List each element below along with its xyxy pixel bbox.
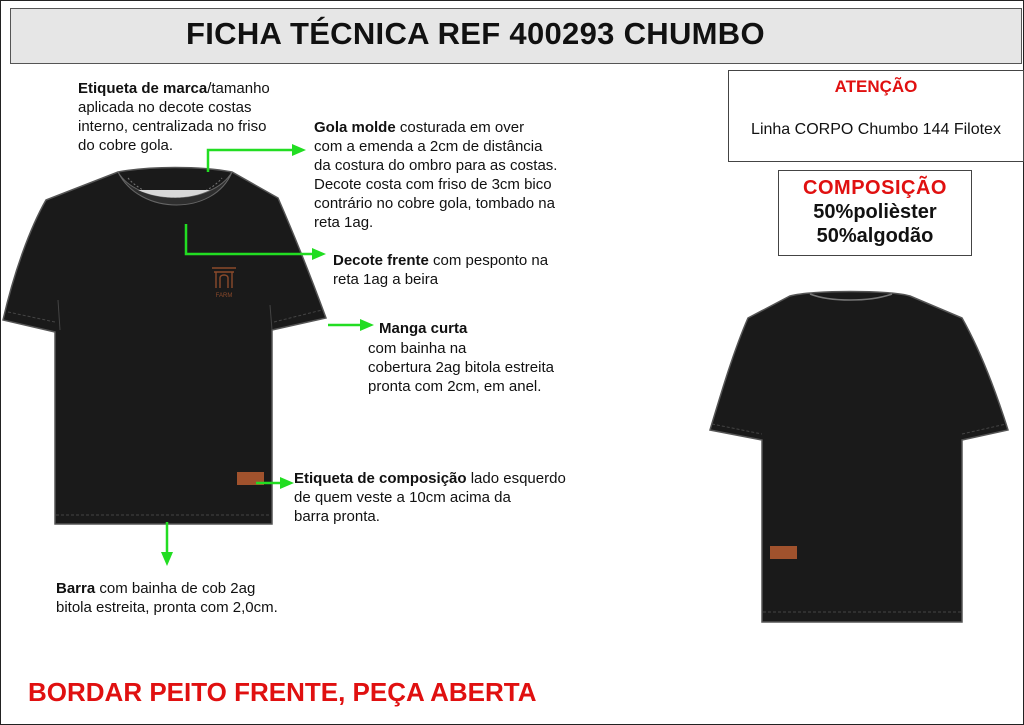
note-gola-title: Gola molde (314, 119, 396, 136)
arrow-manga-icon (328, 319, 374, 331)
note-etiqueta-marca-title: Etiqueta de marca (78, 80, 208, 97)
note-manga-title-block (379, 319, 467, 338)
composicao-line-2: 50%algodão (816, 225, 934, 247)
atencao-title: ATENÇÃO (834, 77, 918, 96)
arrow-barra-icon (161, 522, 173, 566)
bottom-note: BORDAR PEITO FRENTE, PEÇA ABERTA (28, 677, 537, 707)
note-etiqueta-composicao-title: Etiqueta de composição (294, 470, 467, 487)
note-manga-text: com bainha na cobertura 2ag bitola estreita pronta com 2cm, em anel. (368, 340, 554, 395)
note-etiqueta-composicao-text: lado esquerdo de quem veste a 10cm acima da barra pronta. (294, 470, 566, 525)
note-etiqueta-marca (78, 79, 270, 155)
note-gola (314, 118, 557, 232)
atencao-text: Linha CORPO Chumbo 144 Filotex (751, 121, 1001, 138)
composicao-box (778, 170, 972, 256)
note-decote-frente-text: com pesponto na reta 1ag a beira (333, 252, 549, 288)
note-manga-title: Manga curta (379, 320, 468, 337)
note-decote-frente (333, 251, 548, 289)
note-decote-frente-title: Decote frente (333, 252, 429, 269)
note-barra-title: Barra (56, 580, 96, 597)
note-barra-text: com bainha de cob 2ag bitola estreita, pronta com 2,0cm. (56, 580, 278, 616)
tshirt-front (3, 168, 326, 525)
note-etiqueta-marca-text: /tamanho aplicada no decote costas interno, centralizada no friso do cobre gola. (78, 80, 270, 154)
brand-logo-text: FARM (215, 293, 233, 299)
composition-label-back (770, 546, 797, 559)
atencao-box (728, 70, 1024, 162)
composicao-line-1: 50%polièster (813, 201, 937, 223)
note-etiqueta-composicao (294, 469, 566, 526)
note-gola-text: costurada em over com a emenda a 2cm de distância da costura do ombro para as costas. Decote costa com friso de 3cm bico contrário no cobre gola, tombado na reta 1ag. (314, 119, 558, 231)
note-manga (368, 339, 554, 396)
composicao-title: COMPOSIÇÃO (803, 177, 947, 199)
page-title: FICHA TÉCNICA REF 400293 CHUMBO (186, 16, 765, 51)
note-barra (56, 579, 278, 617)
tshirt-back (710, 292, 1008, 623)
